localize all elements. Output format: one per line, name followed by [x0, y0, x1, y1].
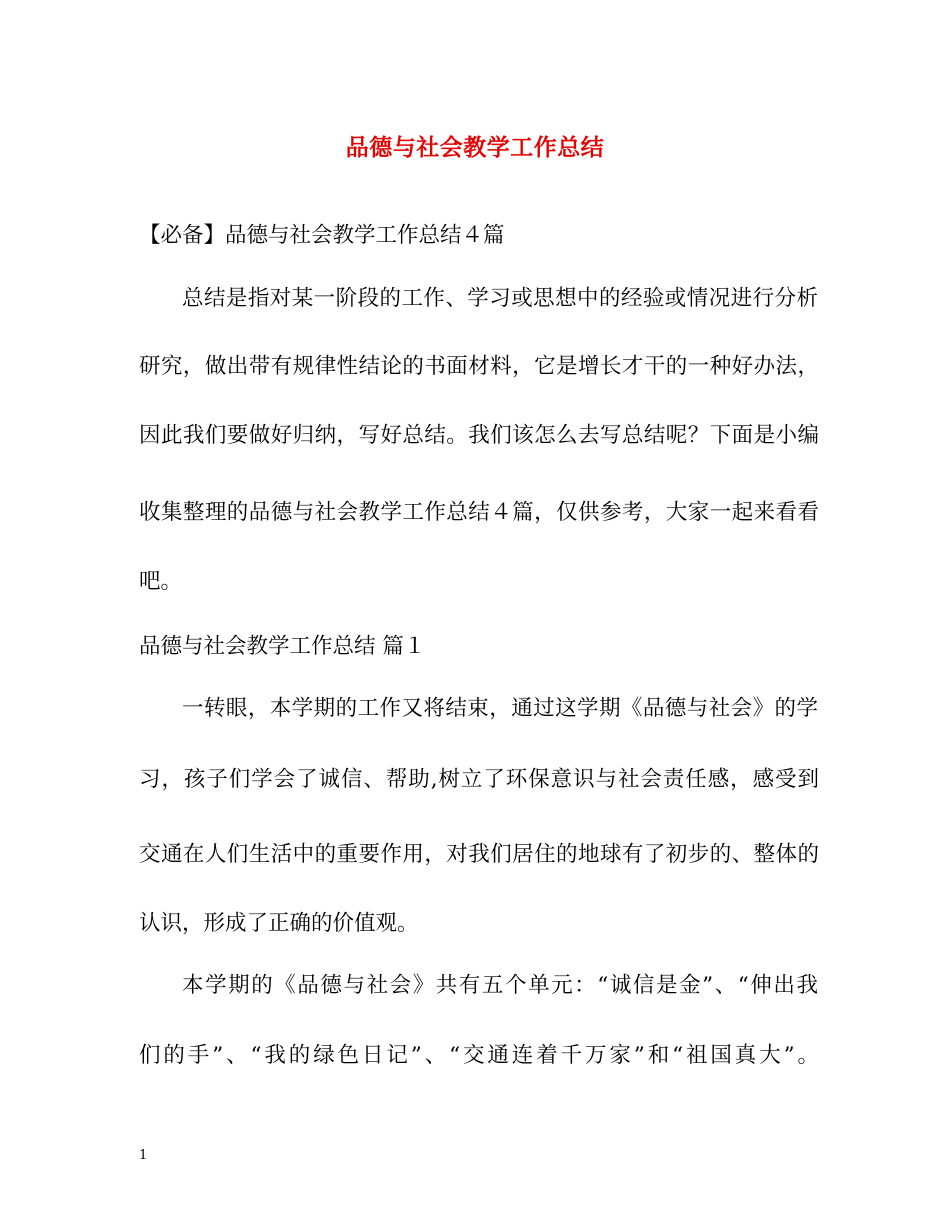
- intro-line-4: 收集整理的品德与社会教学工作总结４篇，仅供参考，大家一起来看看: [139, 500, 819, 525]
- intro-line-5: 吧。: [139, 569, 183, 594]
- section-heading: 品德与社会教学工作总结 篇１: [139, 634, 426, 659]
- page-number: 1: [139, 1148, 148, 1163]
- document-title: 品德与社会教学工作总结: [345, 134, 605, 161]
- intro-line-1: 总结是指对某一阶段的工作、学习或思想中的经验或情况进行分析: [182, 286, 818, 311]
- para1-line-1: 一转眼，本学期的工作又将结束，通过这学期《品德与社会》的学: [182, 696, 818, 721]
- para1-line-2: 习，孩子们学会了诚信、帮助,树立了环保意识与社会责任感，感受到: [139, 767, 819, 792]
- document-subtitle: 【必备】品德与社会教学工作总结４篇: [139, 223, 505, 248]
- para2-line-2: 们的手”、“我的绿色日记”、“交通连着千万家”和“祖国真大”。: [139, 1043, 819, 1068]
- para2-line-1: 本学期的《品德与社会》共有五个单元：“诚信是金”、“伸出我: [182, 973, 818, 998]
- intro-line-3: 因此我们要做好归纳，写好总结。我们该怎么去写总结呢？下面是小编: [139, 423, 819, 448]
- para1-line-4: 认识，形成了正确的价值观。: [139, 911, 419, 936]
- para1-line-3: 交通在人们生活中的重要作用，对我们居住的地球有了初步的、整体的: [139, 842, 819, 867]
- intro-line-2: 研究，做出带有规律性结论的书面材料，它是增长才干的一种好办法，: [139, 354, 819, 379]
